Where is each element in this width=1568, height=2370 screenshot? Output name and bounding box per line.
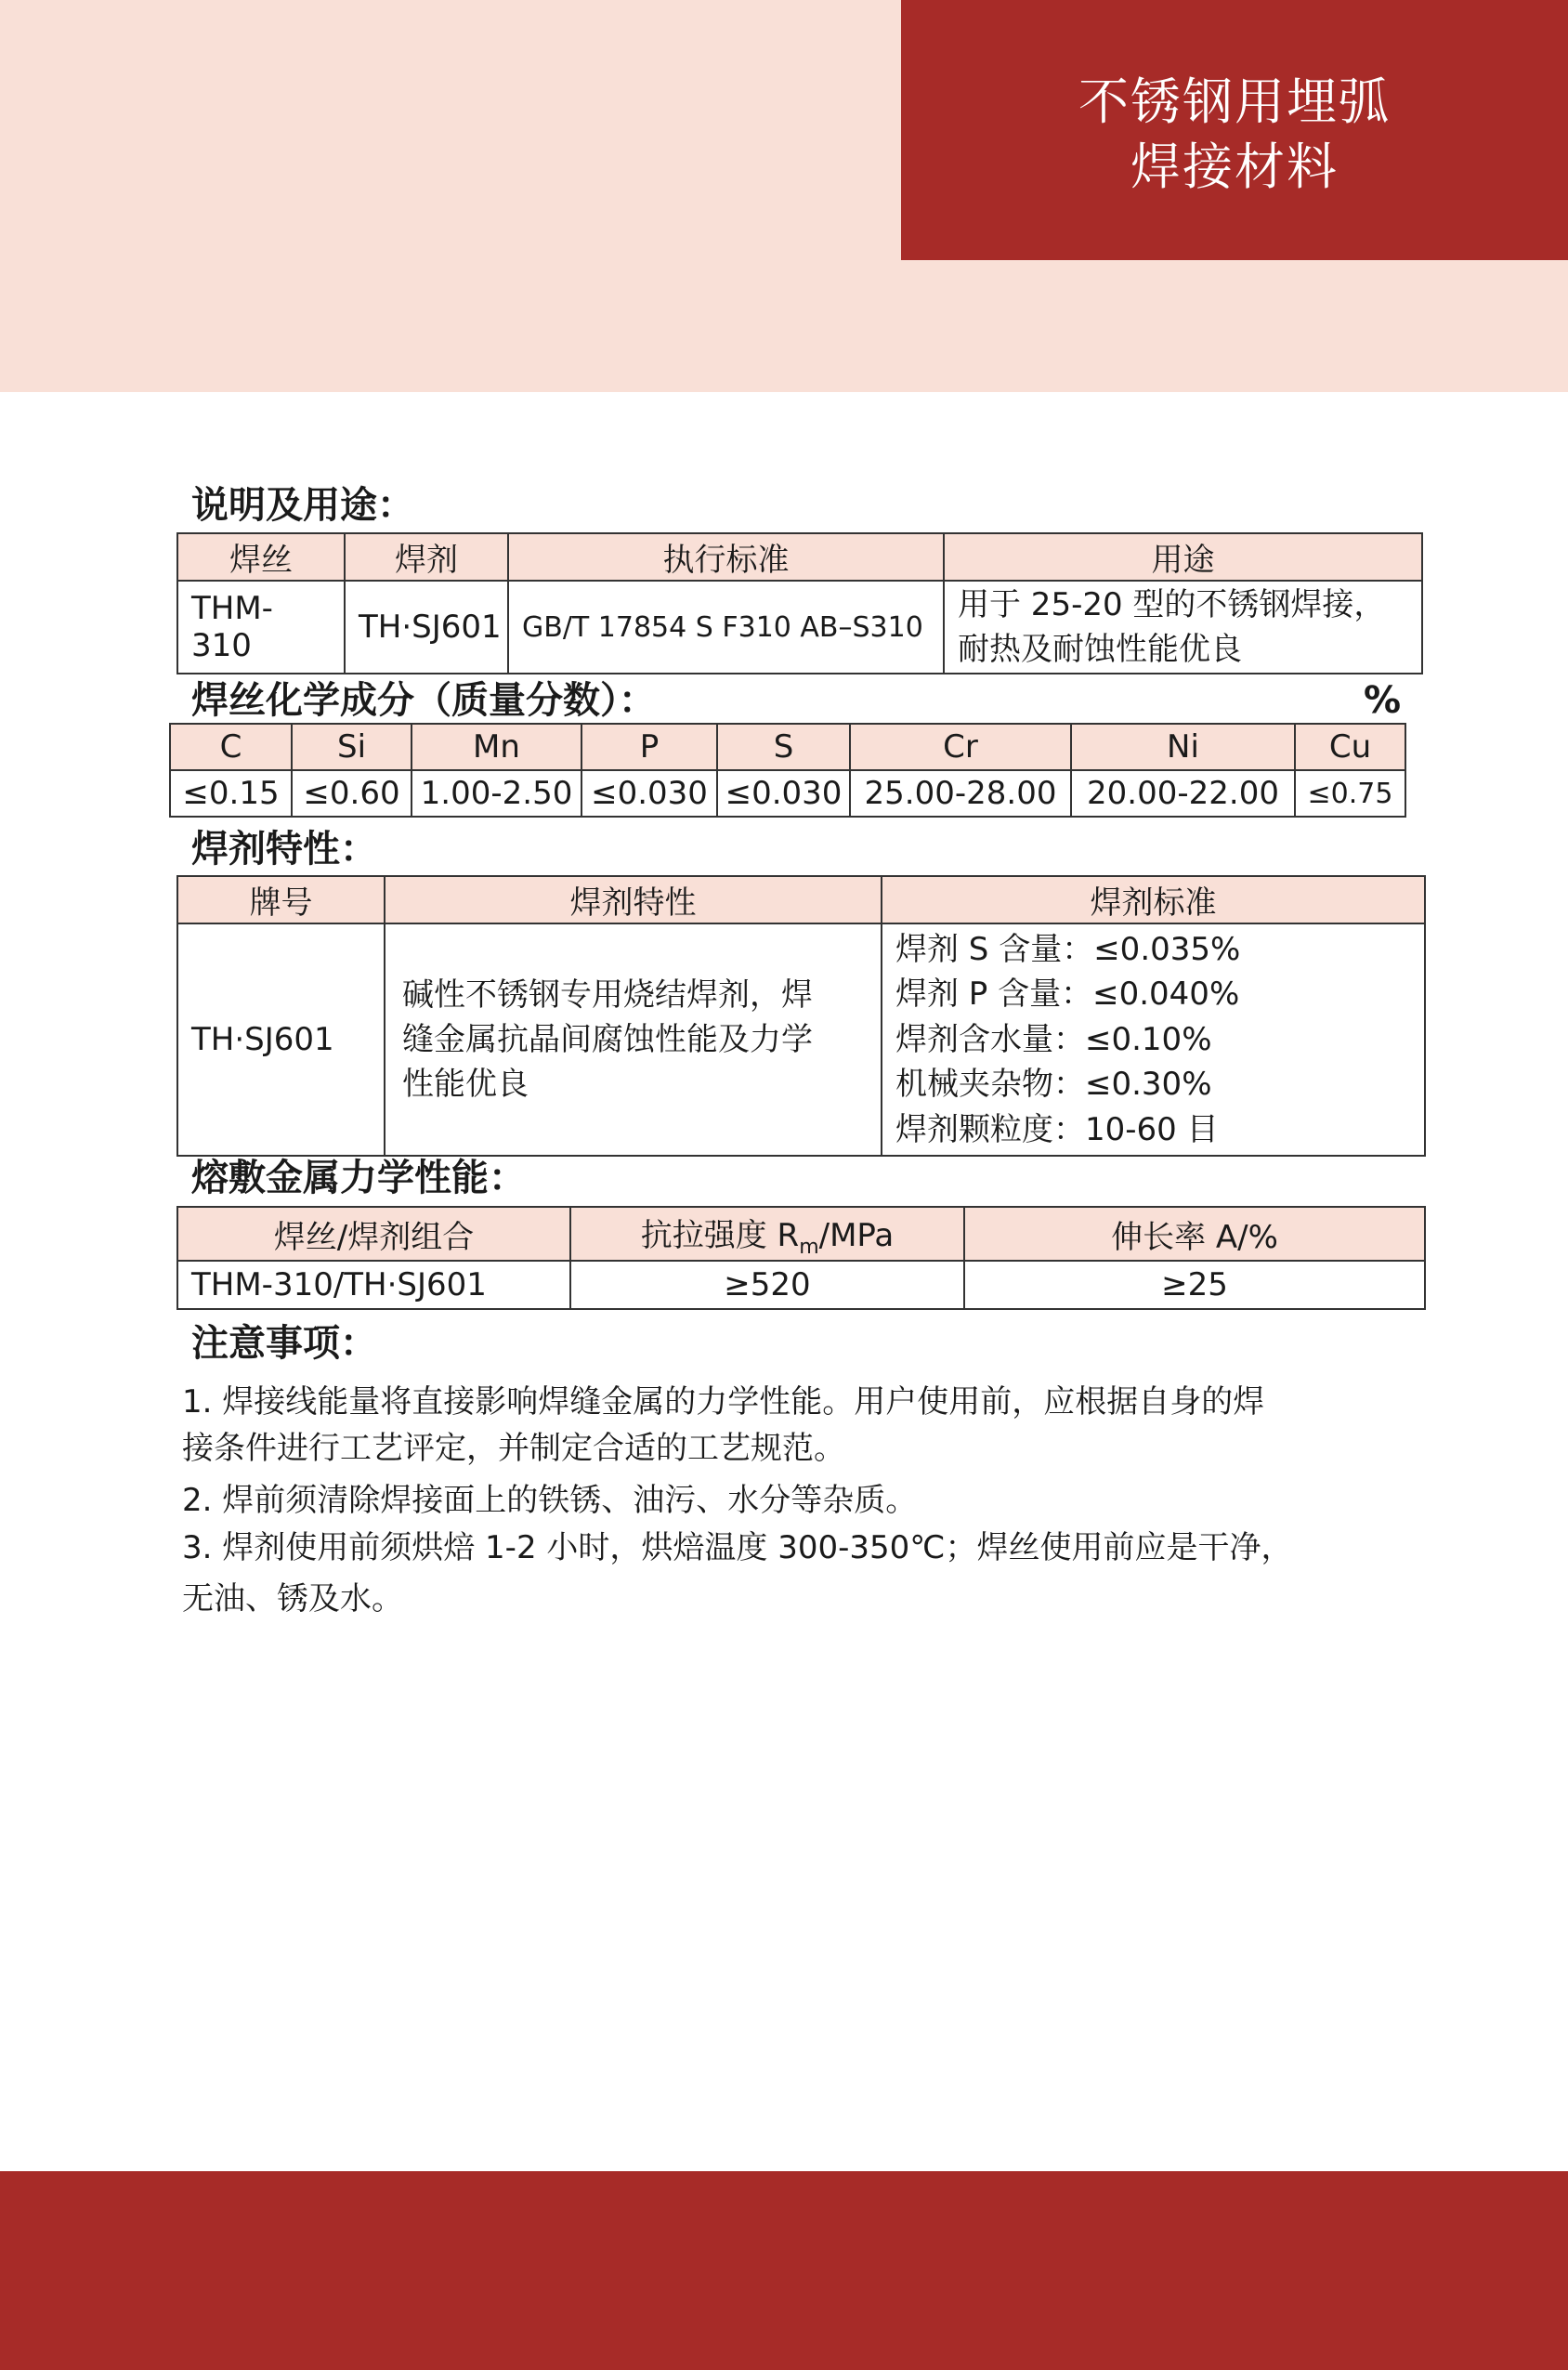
flux-standard-cell: [882, 923, 1425, 1156]
usage-standard-cell: GB/T 17854 S F310 AB–S310: [508, 581, 944, 674]
note-line-4: 3. 焊剂使用前须烘焙 1-2 小时，烘焙温度 300-350℃；焊丝使用前应是干净，: [182, 1529, 1293, 1566]
usage-use-cell: [944, 581, 1422, 674]
notes-section-title: 注意事项：: [191, 1322, 377, 1365]
element-header-s: S: [717, 724, 850, 770]
element-header-p: P: [581, 724, 717, 770]
flux-standard-inclusion: 机械夹杂物：≤0.30%: [895, 1066, 1212, 1104]
flux-header-grade: 牌号: [177, 876, 385, 923]
note-line-3: 2. 焊前须清除焊接面上的铁锈、油污、水分等杂质。: [182, 1482, 918, 1519]
flux-desc-line-3: 性能优良: [402, 1066, 529, 1103]
element-header-c: C: [170, 724, 292, 770]
note-line-1: 1. 焊接线能量将直接影响焊缝金属的力学性能。用户使用前，应根据自身的焊: [182, 1383, 1265, 1421]
flux-desc-line-2: 缝金属抗晶间腐蚀性能及力学: [402, 1021, 813, 1058]
flux-standard-p: 焊剂 P 含量：≤0.040%: [895, 975, 1240, 1014]
usage-wire-cell: THM-310: [177, 581, 345, 674]
element-value-mn: 1.00-2.50: [412, 770, 581, 817]
flux-header-property: 焊剂特性: [385, 876, 882, 923]
mechanical-header-strength: [570, 1207, 964, 1261]
flux-grade-cell: TH·SJ601: [177, 923, 385, 1156]
usage-header-wire: 焊丝: [177, 533, 345, 581]
strength-header-subscript: m: [799, 1235, 819, 1259]
element-value-si: ≤0.60: [292, 770, 412, 817]
composition-table: [169, 723, 1406, 818]
flux-desc-line-1: 碱性不锈钢专用烧结焊剂，焊: [402, 976, 813, 1014]
composition-section-title: 焊丝化学成分（质量分数）：: [191, 679, 656, 722]
element-value-s: ≤0.030: [717, 770, 850, 817]
element-value-cu: ≤0.75: [1295, 770, 1405, 817]
element-value-cr: 25.00-28.00: [850, 770, 1071, 817]
mechanical-header-combo: 焊丝/焊剂组合: [177, 1207, 570, 1261]
footer-band: [0, 2171, 1568, 2370]
note-line-2: 接条件进行工艺评定，并制定合适的工艺规范。: [182, 1430, 845, 1467]
element-header-mn: Mn: [412, 724, 581, 770]
mechanical-elongation-cell: ≥25: [964, 1261, 1425, 1309]
title-box: [901, 0, 1568, 260]
usage-header-flux: 焊剂: [345, 533, 508, 581]
mechanical-header-elongation: 伸长率 A/%: [964, 1207, 1425, 1261]
flux-header-standard: 焊剂标准: [882, 876, 1425, 923]
flux-section-title: 焊剂特性：: [191, 828, 377, 871]
flux-desc-cell: [385, 923, 882, 1156]
flux-standard-s: 焊剂 S 含量：≤0.035%: [895, 930, 1241, 968]
usage-use-line-2: 耐热及耐蚀性能优良: [958, 631, 1242, 668]
mechanical-section-title: 熔敷金属力学性能：: [191, 1157, 526, 1199]
strength-header-prefix: 抗拉强度 R: [640, 1216, 800, 1254]
element-header-cr: Cr: [850, 724, 1071, 770]
mechanical-table: [176, 1206, 1426, 1310]
usage-table: [176, 532, 1423, 674]
element-value-c: ≤0.15: [170, 770, 292, 817]
flux-standard-water: 焊剂含水量：≤0.10%: [895, 1020, 1212, 1058]
element-value-ni: 20.00-22.00: [1071, 770, 1295, 817]
usage-flux-cell: TH·SJ601: [345, 581, 508, 674]
strength-header-unit: /MPa: [818, 1216, 895, 1254]
title-line-2: 焊接材料: [1130, 137, 1339, 196]
element-header-si: Si: [292, 724, 412, 770]
element-value-p: ≤0.030: [581, 770, 717, 817]
usage-use-line-1: 用于 25-20 型的不锈钢焊接，: [958, 586, 1386, 623]
composition-unit: %: [1364, 679, 1402, 722]
mechanical-combo-cell: THM-310/TH·SJ601: [177, 1261, 570, 1309]
flux-table: [176, 875, 1426, 1157]
element-header-ni: Ni: [1071, 724, 1295, 770]
flux-standard-grain: 焊剂颗粒度：10-60 目: [895, 1110, 1219, 1148]
element-header-cu: Cu: [1295, 724, 1405, 770]
title-line-1: 不锈钢用埋弧: [1078, 72, 1391, 131]
usage-header-use: 用途: [944, 533, 1422, 581]
usage-header-standard: 执行标准: [508, 533, 944, 581]
note-line-5: 无油、锈及水。: [182, 1580, 403, 1617]
mechanical-strength-cell: ≥520: [570, 1261, 964, 1309]
usage-section-title: 说明及用途：: [191, 484, 414, 527]
